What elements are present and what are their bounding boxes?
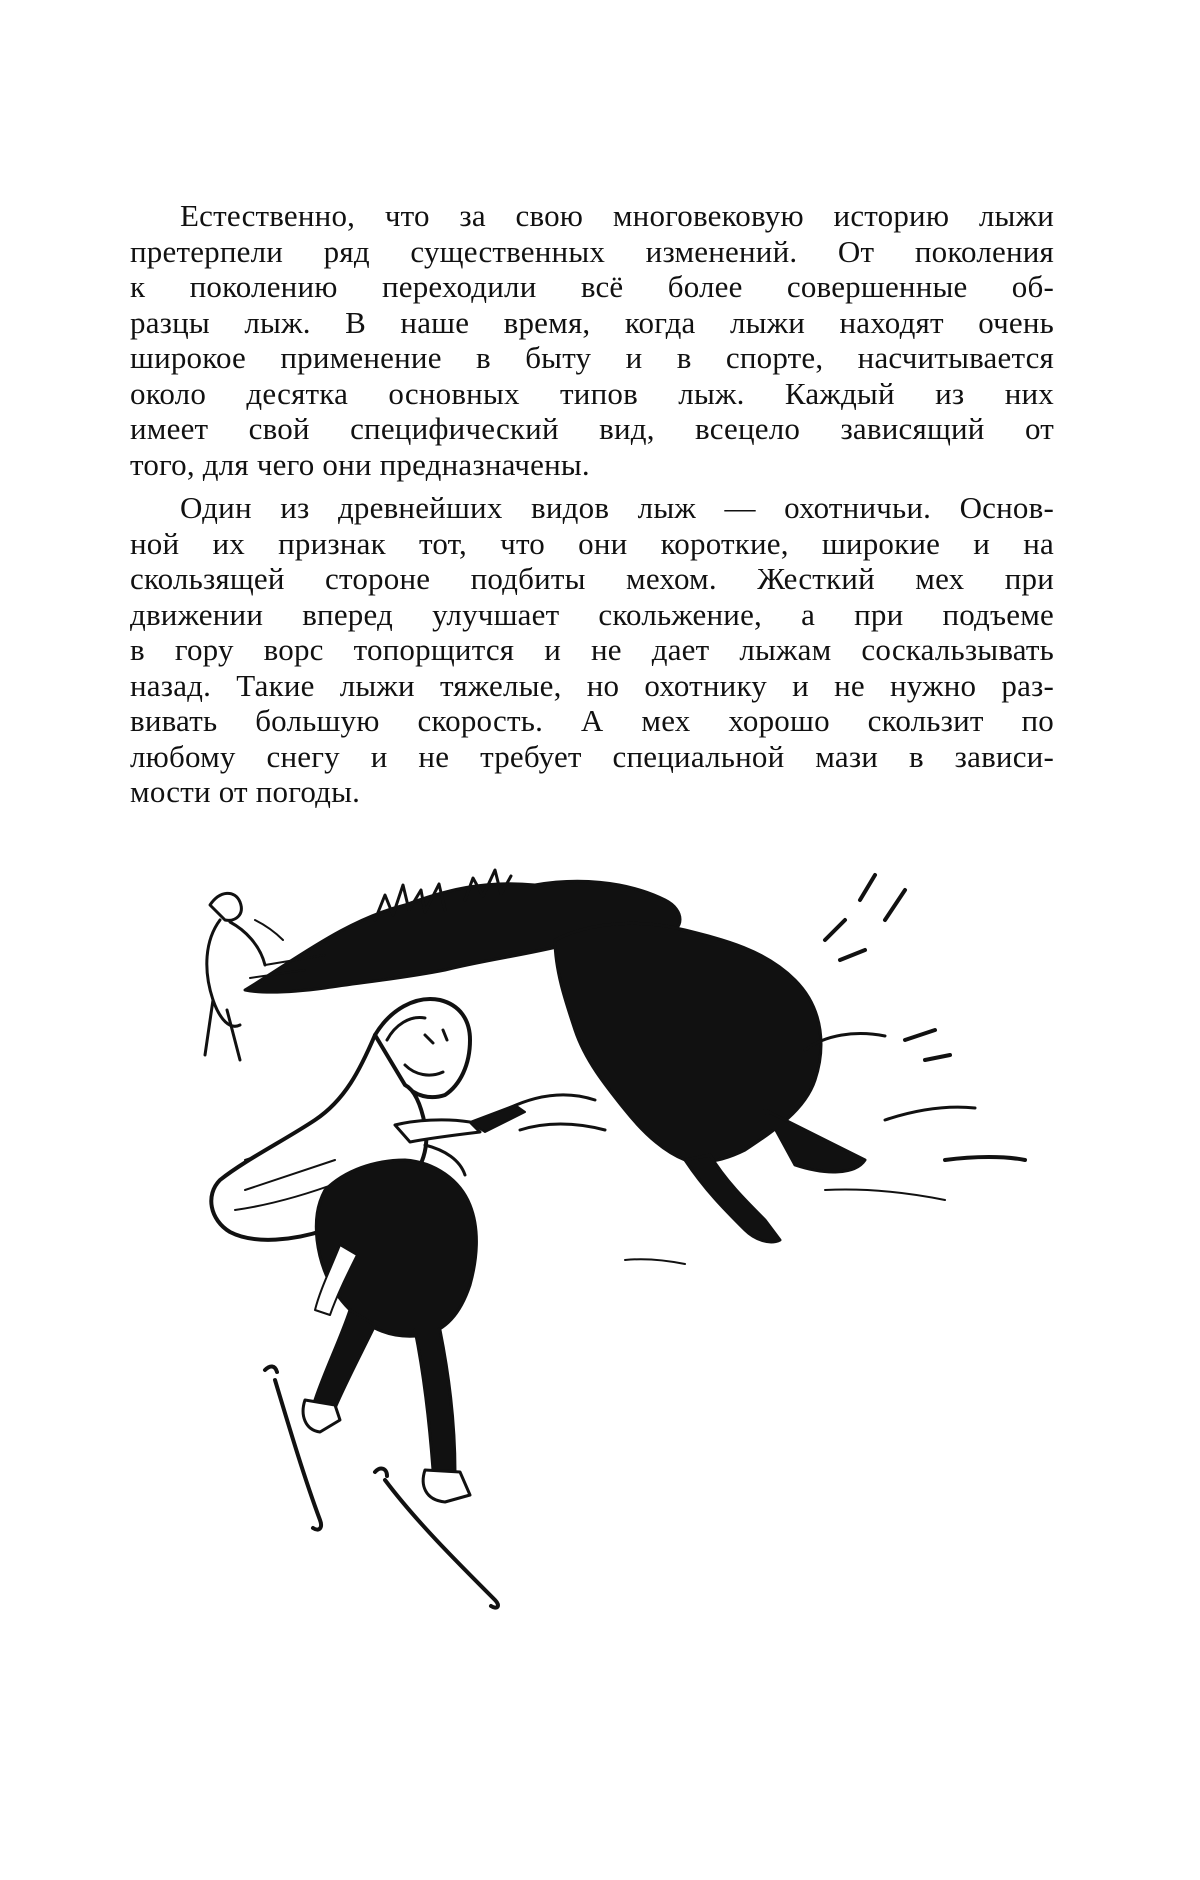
text-line: ной их признак тот, что они короткие, широкие и на — [130, 525, 1054, 561]
text-line: разцы лыж. В наше время, когда лыжи находят очень — [130, 304, 1054, 340]
text-line: движении вперед улучшает скольжение, а при подъеме — [130, 596, 1054, 632]
text-line: к поколению переходили всё более совершенные об- — [130, 269, 1054, 304]
text-line: любому снегу и не требует специальной мази в зависи- — [130, 738, 1054, 774]
text-line: широкое применение в быту и в спорте, насчитывается — [130, 340, 1054, 375]
text-line: в гору ворс топорщится и не дает лыжам соскальзывать — [130, 632, 1054, 667]
text-line: имеет свой специфический вид, всецело зависящий от — [130, 411, 1054, 446]
paragraph-2 — [130, 490, 1054, 810]
text-line: около десятка основных типов лыж. Каждый из них — [130, 375, 1054, 411]
paragraph-1 — [130, 198, 1054, 482]
skier-figure — [211, 999, 525, 1502]
text-line: Естественно, что за свою многовековую историю лыжи — [180, 198, 1054, 233]
text-line: Один из древнейших видов лыж — охотничьи. Основ- — [180, 490, 1054, 525]
text-line: вивать большую скорость. А мех хорошо скользит по — [130, 703, 1054, 738]
text-line: мости от погоды. — [130, 774, 361, 809]
text-line: скользящей стороне подбиты мехом. Жесткий мех при — [130, 561, 1054, 596]
text-line: претерпели ряд существенных изменений. От поколения — [130, 233, 1054, 269]
text-line: назад. Такие лыжи тяжелые, но охотнику и не нужно раз- — [130, 667, 1054, 703]
text-line: того, для чего они предназначены. — [130, 446, 590, 482]
body-text — [130, 198, 1054, 810]
skier-hunter-illustration-icon — [125, 860, 1085, 1760]
